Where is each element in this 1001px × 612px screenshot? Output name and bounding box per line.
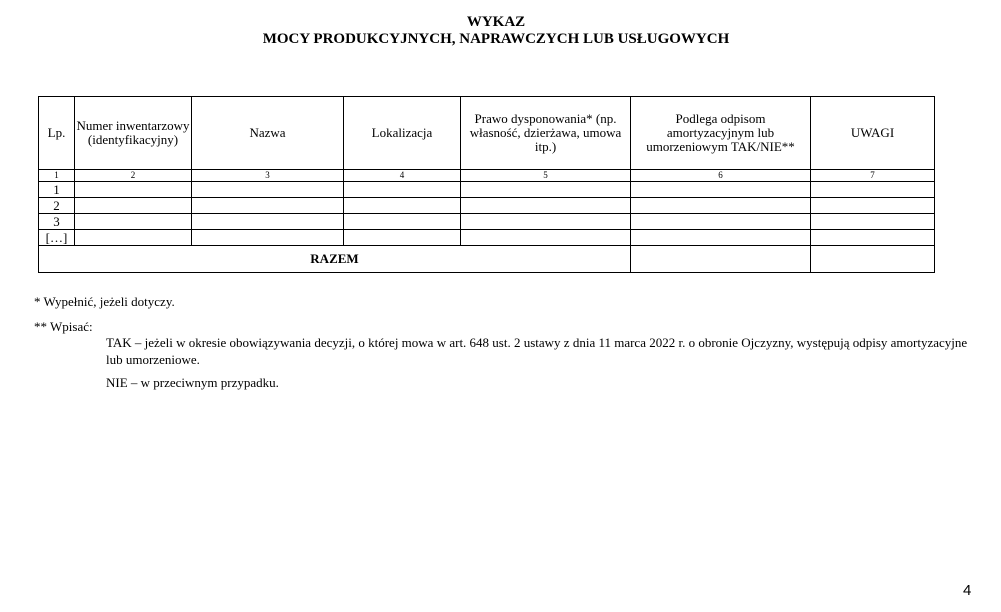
- footnote-double-star-label: ** Wpisać:: [34, 319, 93, 334]
- row-number: […]: [39, 230, 75, 246]
- row-number: 3: [39, 214, 75, 230]
- capacity-table: [38, 96, 935, 273]
- empty-cell: [811, 198, 935, 214]
- empty-cell: [192, 230, 344, 246]
- empty-cell: [75, 230, 192, 246]
- total-row: [39, 246, 935, 273]
- footnote-tak: TAK – jeżeli w okresie obowiązywania decyzji, o której mowa w art. 648 ust. 2 ustawy z dnia 11 marca 2022 r. o obronie Ojczyzny, występują odpisy amortyzacyjne lub umorzeniowe.: [106, 335, 968, 367]
- table-row: [39, 214, 935, 230]
- empty-cell: [631, 182, 811, 198]
- column-number: 2: [75, 170, 192, 182]
- row-number: 2: [39, 198, 75, 214]
- document-subtitle: MOCY PRODUKCYJNYCH, NAPRAWCZYCH LUB USŁUGOWYCH: [262, 31, 730, 47]
- empty-cell: [461, 230, 631, 246]
- empty-cell: [631, 214, 811, 230]
- empty-cell: [461, 198, 631, 214]
- empty-cell: [461, 182, 631, 198]
- empty-cell: [192, 214, 344, 230]
- empty-cell: [631, 198, 811, 214]
- column-number: 6: [631, 170, 811, 182]
- empty-cell: [631, 230, 811, 246]
- empty-cell: [344, 198, 461, 214]
- column-number: 1: [39, 170, 75, 182]
- header-lp: Lp.: [39, 97, 75, 170]
- empty-cell: [192, 182, 344, 198]
- table-header-row: [39, 97, 935, 170]
- empty-cell: [75, 214, 192, 230]
- empty-cell: [192, 198, 344, 214]
- header-depreciation: Podlega odpisom amortyzacyjnym lub umorzeniowym TAK/NIE**: [631, 97, 811, 170]
- column-number: 7: [811, 170, 935, 182]
- page-number: 4: [963, 582, 972, 599]
- empty-cell: [344, 182, 461, 198]
- empty-cell: [75, 198, 192, 214]
- total-label: RAZEM: [39, 246, 631, 273]
- document-title: WYKAZ: [466, 14, 526, 30]
- header-disposal-right: Prawo dysponowania* (np. własność, dzierżawa, umowa itp.): [461, 97, 631, 170]
- header-remarks: UWAGI: [811, 97, 935, 170]
- header-location: Lokalizacja: [344, 97, 461, 170]
- column-number-row: [39, 170, 935, 182]
- header-inventory-number: Numer inwentarzowy (identyfikacyjny): [75, 97, 192, 170]
- empty-cell: [811, 182, 935, 198]
- empty-cell: [461, 214, 631, 230]
- column-number: 4: [344, 170, 461, 182]
- empty-cell: [75, 182, 192, 198]
- table-row: [39, 182, 935, 198]
- column-number: 5: [461, 170, 631, 182]
- total-remarks-cell: [811, 246, 935, 273]
- footnote-single-star: * Wypełnić, jeżeli dotyczy.: [34, 294, 175, 309]
- row-number: 1: [39, 182, 75, 198]
- table-row: [39, 198, 935, 214]
- empty-cell: [811, 230, 935, 246]
- column-number: 3: [192, 170, 344, 182]
- footnote-nie: NIE – w przeciwnym przypadku.: [106, 375, 279, 390]
- empty-cell: [344, 214, 461, 230]
- total-depreciation-cell: [631, 246, 811, 273]
- header-name: Nazwa: [192, 97, 344, 170]
- empty-cell: [811, 214, 935, 230]
- table-row: [39, 230, 935, 246]
- empty-cell: [344, 230, 461, 246]
